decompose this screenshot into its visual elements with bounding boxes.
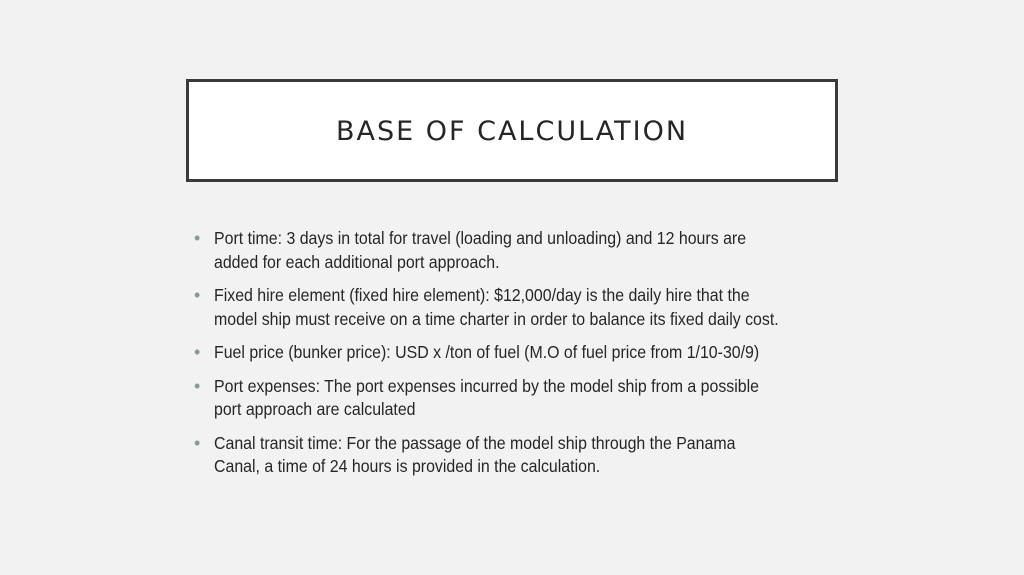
bullet-text: Port time: 3 days in total for travel (loading and unloading) and 12 hours are added for each additional port approach.	[214, 228, 747, 272]
bullet-dot-icon: •	[194, 342, 201, 362]
bullet-text: Fuel price (bunker price): USD x /ton of fuel (M.O of fuel price from 1/10-30/9)	[214, 342, 760, 362]
bullet-item-fuel-price	[194, 341, 834, 365]
bullet-item-port-time	[194, 227, 834, 274]
bullet-text: Port expenses: The port expenses incurred by the model ship from a possible port approach are calculated	[214, 375, 759, 419]
bullet-dot-icon: •	[194, 375, 201, 396]
title-box	[186, 79, 838, 182]
bullet-item-port-expenses	[194, 375, 834, 422]
bullet-list	[194, 227, 834, 489]
bullet-dot-icon: •	[194, 432, 201, 453]
bullet-text: Fixed hire element (fixed hire element): $12,000/day is the daily hire that the model ship must receive on a time charter in order to balance its fixed daily cost.	[214, 285, 779, 329]
bullet-dot-icon: •	[194, 285, 201, 305]
bullet-text: Canal transit time: For the passage of the model ship through the Panama Canal, a time of 24 hours is provided in the calculation.	[214, 432, 736, 476]
bullet-item-canal-transit	[194, 432, 834, 479]
bullet-dot-icon: •	[194, 228, 201, 248]
slide-title: BASE OF CALCULATION	[335, 116, 689, 147]
bullet-item-fixed-hire	[194, 284, 834, 331]
